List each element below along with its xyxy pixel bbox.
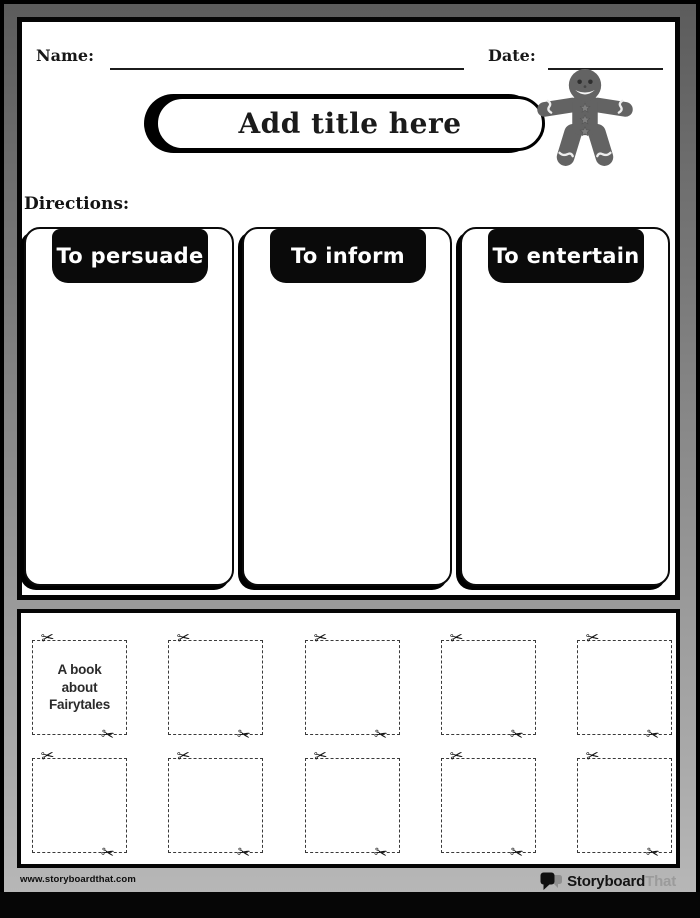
scissors-icon: ✂ [584,627,601,648]
column-tab-label: To persuade [56,244,204,268]
scissors-icon: ✂ [643,841,661,864]
column-to-persuade[interactable] [24,227,234,586]
scissors-icon: ✂ [175,745,192,766]
bottom-black-bar [0,892,700,918]
scissors-icon: ✂ [312,627,329,648]
cut-card[interactable] [441,627,536,746]
scissors-icon: ✂ [98,841,116,864]
speech-bubbles-icon [540,872,563,891]
cut-card[interactable] [305,745,400,864]
scissors-icon: ✂ [507,841,525,864]
column-to-entertain[interactable] [460,227,670,586]
scissors-icon: ✂ [39,627,56,648]
directions-label: Directions: [24,194,130,214]
scissors-icon: ✂ [643,723,661,746]
scissors-icon: ✂ [312,745,329,766]
brand-primary: Storyboard [567,872,646,890]
gingerbread-man-icon [536,68,634,167]
name-writing-line[interactable] [110,68,464,70]
cut-card[interactable] [441,745,536,864]
cut-card[interactable] [577,745,672,864]
name-label: Name: [36,46,95,65]
cutout-section [17,609,680,868]
scissors-icon: ✂ [584,745,601,766]
cut-card-example[interactable] [32,627,127,746]
cut-card[interactable] [577,627,672,746]
brand-wordmark [567,873,676,890]
column-tab-label: To entertain [492,244,640,268]
scissors-icon: ✂ [448,745,465,766]
cut-card[interactable] [168,745,263,864]
title-banner[interactable] [155,96,545,151]
scissors-icon: ✂ [448,627,465,648]
scissors-icon: ✂ [175,627,192,648]
worksheet-main-area [17,17,680,600]
brand-secondary: That [645,872,676,890]
scissors-icon: ✂ [371,841,389,864]
scissors-icon: ✂ [371,723,389,746]
scissors-icon: ✂ [98,723,116,746]
column-tab-entertain [488,229,644,283]
cut-card[interactable] [32,745,127,864]
column-to-inform[interactable] [242,227,452,586]
cut-card[interactable] [168,627,263,746]
cut-card-label: A book about Fairytales [48,662,111,713]
title-placeholder-text[interactable]: Add title here [238,107,462,140]
scissors-icon: ✂ [507,723,525,746]
column-tab-label: To inform [291,244,405,268]
column-tab-inform [270,229,426,283]
column-tab-persuade [52,229,208,283]
scissors-icon: ✂ [234,841,252,864]
storyboardthat-logo [540,871,676,891]
scissors-icon: ✂ [39,745,56,766]
purpose-columns [24,227,670,586]
footer-url: www.storyboardthat.com [20,874,136,885]
cut-card[interactable] [305,627,400,746]
date-label: Date: [488,46,536,65]
scissors-icon: ✂ [234,723,252,746]
